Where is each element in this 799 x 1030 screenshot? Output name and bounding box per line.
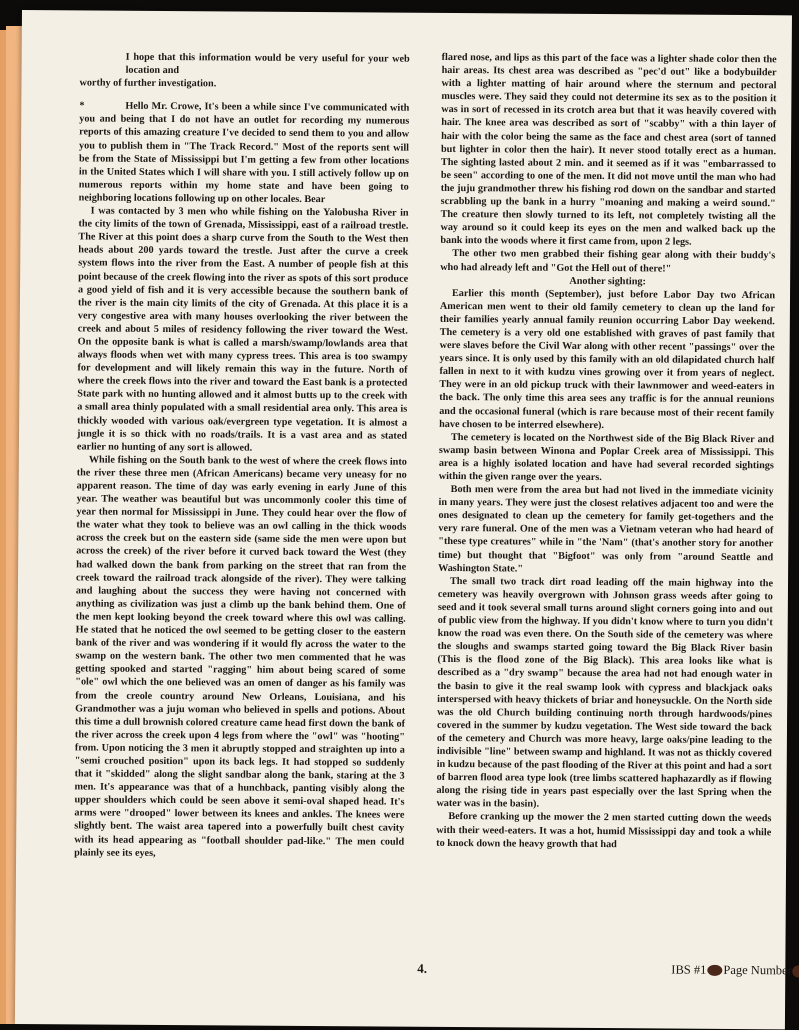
left-column bbox=[74, 50, 410, 861]
paragraph: I was contacted by 3 men who while fishing on the Yalobusha River in the city limits of the town of Grenada, Mississippi, east of a railroad trestle. The River at this point does a sharp curve from the South to the West then heads about 200 yards toward the trestle. Just after the curve a creek system flows into the river from the East. A number of people fish at this point because of the creek flowing into the river as spots of this sort produce a good yield of fish and it is very accessible because the southern bank of the river is the main city limits of the city of Grenada. At this place it is a very congestive area with many houses overlooking the river between the creek and about 5 miles of residency following the river toward the West. On the opposite bank is what is called a marsh/swamp/lowlands area that always floods when wet with many cypress trees. This area is too swampy for development and will likely remain this way in the future. North of where the creek flows into the river and toward the East bank is a protected State park with no hunting allowed and it almost butts up to the creek with a small area thinly populated with a small residential area only. This area is thickly wooded with various oak/evergreen type vegetation. It is almost a jungle it is so thick with no roads/trails. It is a vast area and as stated earlier no hunting of any sort is allowed. bbox=[76, 205, 409, 454]
paragraph: flared nose, and lips as this part of the face was a lighter shade color then the hair areas. Its chest area was described as "pec'd out" like a bodybuilder with a lighter matting of hair around where the sternum and pectoral muscles were. They said they could not determine its sex as to the position it was in sort of recessed in its crotch area but that it was heavily covered with hair. The knee area was described as sort of "scabby" with a thin layer of hair with the color being the same as the face and chest area (sort of tanned but lighter in color then the hair). It never stood totally erect as a human. The sighting lasted about 2 min. and it seemed as if it was "embarrassed to be seen" according to one of the men. It did not move until the man who had the juju grandmother threw his fishing rod down on the sandbar and started scrabbling up the bank in a hurry "moaning and making a weird sound." The creature then slowly turned to its left, not completely twisting all the way around so it could keep its eyes on the men and walked back up the bank into the woods where it first came from, upon 2 legs. bbox=[440, 51, 777, 248]
intro-line-2: worthy of further investigation. bbox=[79, 77, 217, 90]
paragraph: The other two men grabbed their fishing gear along with their buddy's who had already left and "Got the Hell out of there!" bbox=[440, 248, 776, 275]
letter-opening bbox=[79, 100, 410, 207]
ink-blot-icon bbox=[707, 965, 722, 976]
paragraph-text: Hello Mr. Crowe, It's been a while since I've communicated with you and being that I do not have an outlet for recording my numerous reports of this amazing creature I've decided to send them to you and allow you to publish them in "The Track Record." Most of the reports sent will be from the State of Mississippi but I'm getting a few from other locations in the United States which I will share with you. I still actively follow up on numerous reports within my home state and have been going to neighboring locations following up on other locales. Bear bbox=[78, 101, 410, 206]
page-number: 4. bbox=[417, 960, 428, 976]
paragraph: Before cranking up the mower the 2 men started cutting down the weeds with their weed-eaters. It was a hot, humid Mississippi day and took a while to knock down the heavy growth that had bbox=[436, 811, 772, 850]
paragraph: Both men were from the area but had not lived in the immediate vicinity in many years. They were just the closest relatives adjacent too and were the ones designated to clean up the cemetery for family get-togethers and the very rare funeral. One of the men was a Vietnam veteran who had heard of "these type creatures" while in "the 'Nam" (that's another story for another time) but thought that "Bigfoot" was only from "around Seattle and Washington State." bbox=[438, 484, 774, 575]
section-heading: Another sighting: bbox=[569, 275, 646, 287]
paragraph: The cemetery is located on the Northwest side of the Big Black River and swamp basin between Winona and Poplar Creek area of Mississippi. This area is a highly isolated location and have had several recorded sightings within the given range over the years. bbox=[438, 431, 775, 484]
paragraph: While fishing on the South bank to the west of where the creek flows into the river these three men (African Americans) became very uneasy for no apparent reason. The time of day was early evening in early June of this year. The weather was beautiful but was uncommonly cooler this time of year then normal for Mississippi in June. They could hear over the flow of the water what they took to believe was an owl calling in the thick woods across the creek but on the eastern side (same side the men were upon but across the creek) of the river before it curved back toward the West (they had walked down the bank from parking on the street that ran from the creek toward the railroad track alongside of the river). They were talking and laughing about the success they were having not concerned with anything as civilization was just a climb up the bank behind them. One of the men kept looking beyond the creek toward where this owl was calling. He stated that he noticed the owl seemed to be getting closer to the eastern bank of the river and was wondering if it would fly across the water to the swamp on the western bank. The other two men commented that he was getting spooked and started "ragging" him about being scared of some "ole" owl which the one believed was an omen of danger as his family was from the creole country around New Orleans, Louisiana, and his Grandmother was a juju woman who believed in spells and potions. About this time a dull brownish colored creature came head first down the bank of the river across the creek upon 4 legs from where the "owl" was "hooting" from. Upon noticing the 3 men it abruptly stopped and straighten up into a "semi crouched position" upon its back legs. It had stopped so suddenly that it "skidded" along the slight sandbar along the bank, staring at the 3 men. It's appearance was that of a hunchback, panting visibly along the upper shoulders which could be seen above it semi-oval shaped head. It's arms were "drooped" lower between its knees and ankles. The knees were slightly bent. The waist area tapered into a powerfully built chest cavity with its head appearing as "football shoulder pad-like." The men could plainly see its eyes, bbox=[74, 454, 407, 859]
footer-label bbox=[671, 963, 799, 979]
footer-label-suffix: Page Number bbox=[723, 962, 792, 978]
footer-label-prefix: IBS #1 bbox=[671, 962, 707, 977]
right-column bbox=[436, 51, 777, 852]
intro-line-1: I hope that this information would be very useful for your web location and bbox=[125, 51, 410, 77]
paragraph: Earlier this month (September), just before Labor Day two African American men went to their old family cemetery to clean up the land for their families yearly annual family reunion occurring Labor Day weekend. The cemetery is a very old one established with graves of past family that were slaves before the Civil War along with other recent "passings" over the years since. It is only used by this family with an old dilapidated church half fallen in next to it with kudzu vines growing over it from years of neglect. They were in an old pickup truck with their lawnmower and weed-eaters in the back. The only time this area sees any traffic is for the annual reunions and the occasional funeral (which is rare because most of their recent family have chosen to be interred elsewhere). bbox=[439, 287, 776, 431]
ink-blot-icon bbox=[793, 965, 799, 977]
star-marker: * bbox=[79, 100, 85, 112]
paragraph: The small two track dirt road leading off the main highway into the cemetery was heavily overgrown with Johnson grass weeds after going to seed and it took several small turns around slight corners going into and out of public view from the highway. If you didn't know where to turn you didn't know the road was even there. On the South side of the cemetery was where the sloughs and swamps started going toward the Big Black River basin (This is the flood zone of the Big Black). This area looks like what is described as a "dry swamp" because the area had not had enough water in the basin to give it the real swamp look with cypress and blackjack oaks interspersed with heavy thickets of briar and honeysuckle. On the North side was the old Church building continuing north through hardwoods/pines covered in the summer by kudzu vegetation. The West side toward the back of the cemetery and Church was more heavy, large oaks/pine leading to the indivisible "line" between swamp and highland. It was not as thickly covered in kudzu because of the past flooding of the River at this point and had a sort of barren flood area type look (tree limbs scattered haphazardly as if flowing along the rising tide in years past especially over the last Spring when the water was in the basin). bbox=[436, 575, 774, 810]
document-page bbox=[15, 10, 792, 1029]
